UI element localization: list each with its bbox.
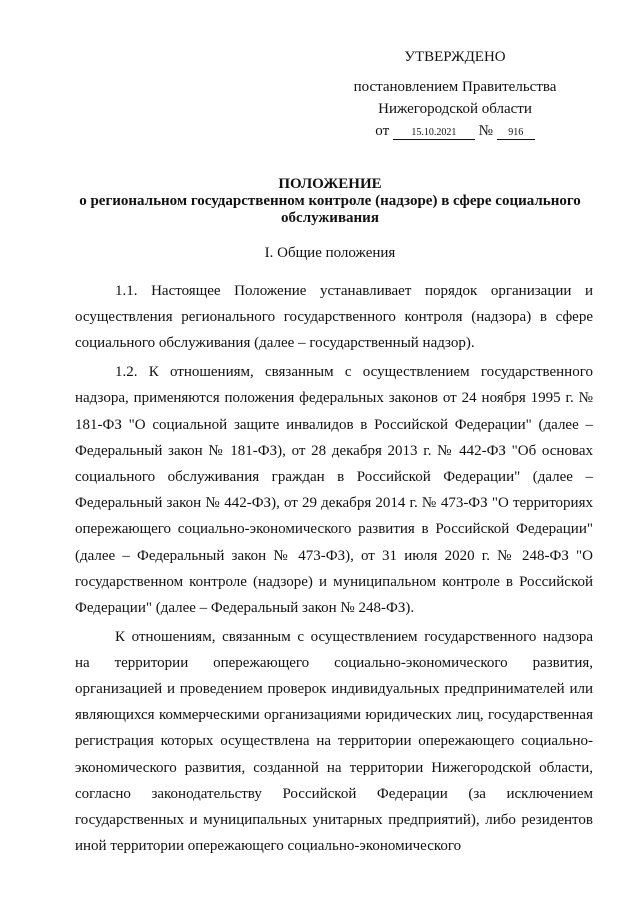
approved-label: УТВЕРЖДЕНО: [404, 49, 506, 65]
paragraph-1-1: 1.1. Настоящее Положение устанавливает порядок организации и осуществления регионального государственного контроля (надзора) в сфере социального обслуживания (далее – государственный надзор).: [75, 283, 593, 352]
title-heading: ПОЛОЖЕНИЕ: [278, 176, 382, 192]
approval-date: 15.10.2021: [393, 127, 475, 140]
paragraph-1-2: 1.2. К отношениям, связанным с осуществлением государственного надзора, применяются положения федеральных законов от 24 ноября 1995 г. № 181-ФЗ "О социальной защите инвалидов в Российской Федерации" (далее – Федеральный закон № 181-ФЗ), от 28 декабря 2013 г. № 442-ФЗ "Об основах социального обслуживания граждан в Российской Федерации" (далее – Федеральный закон № 442-ФЗ), от 29 декабря 2014 г. № 473-ФЗ "О территориях опережающего социально-экономического развития в Российской Федерации" (далее – Федеральный закон № 473-ФЗ), от 31 июля 2020 г. № 248-ФЗ "О государственном контроле (надзоре) и муниципальном контроле в Российской Федерации" (далее – Федеральный закон № 248-ФЗ).: [75, 364, 593, 616]
approval-line-1: постановлением Правительства: [353, 79, 557, 95]
section-heading: I. Общие положения: [264, 245, 396, 261]
approval-line-2: Нижегородской области: [378, 101, 532, 117]
document-title: [70, 176, 590, 227]
body-text: [75, 278, 593, 862]
paragraph-1-2-continued: К отношениям, связанным с осуществлением государственного надзора на территории опережающего социально-экономического развития, организацией и проведением проверок индивидуальных предпринимателей или являющихся коммерческими организациями юридических лиц, государственная регистрация которых осуществлена на территории опережающего социально-экономического развития, созданной на территории Нижегородской области, согласно законодательству Российской Федерации (за исключением государственных и муниципальных унитарных предприятий), либо резидентов иной территории опережающего социально-экономического: [75, 628, 593, 855]
approval-date-line: [330, 120, 580, 142]
approval-stamp: [330, 46, 580, 142]
from-label: от: [375, 123, 390, 139]
title-subtitle: о региональном государственном контроле (надзоре) в сфере социального обслуживания: [79, 193, 581, 226]
number-sign: №: [478, 123, 493, 139]
approval-number: 916: [497, 127, 535, 140]
